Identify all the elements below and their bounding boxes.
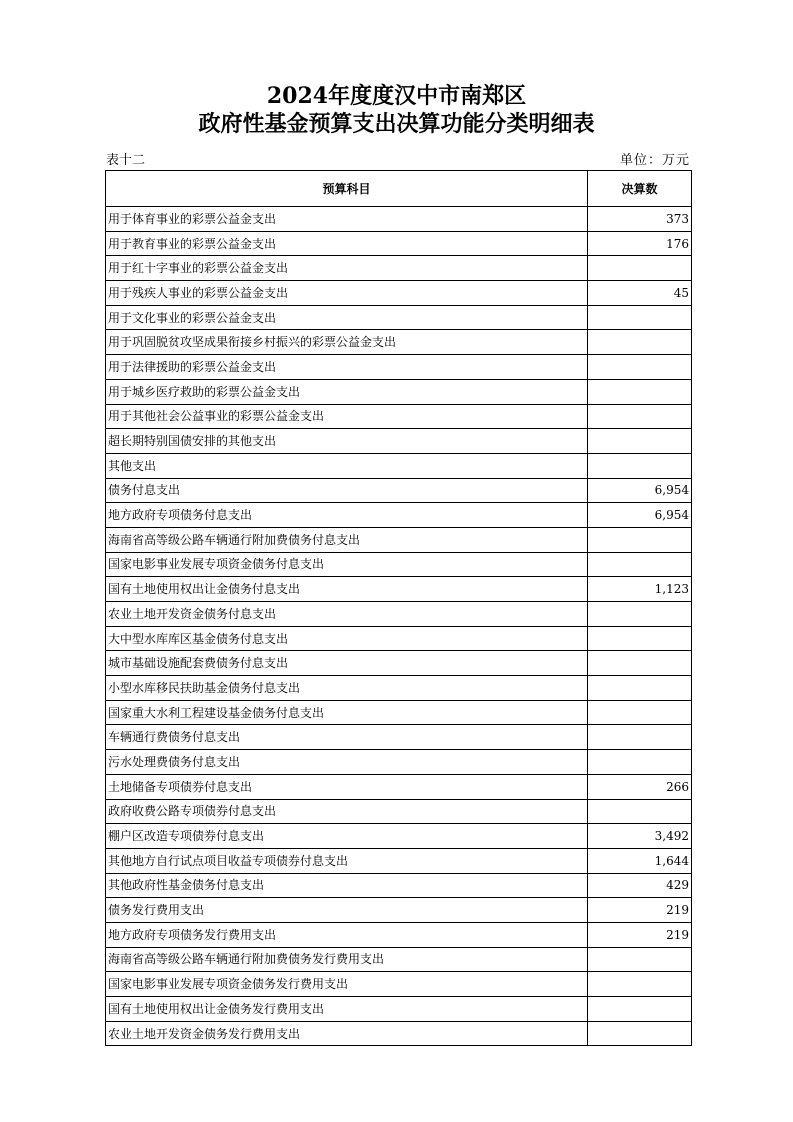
table-row <box>106 429 692 454</box>
row-subject: 国有土地使用权出让金债务发行费用支出 <box>106 997 588 1022</box>
table-row <box>106 552 692 577</box>
table-row <box>106 774 692 799</box>
table-row <box>106 947 692 972</box>
row-amount <box>588 552 692 577</box>
row-amount <box>588 1021 692 1046</box>
row-subject: 农业土地开发资金债务发行费用支出 <box>106 1021 588 1046</box>
table-row <box>106 972 692 997</box>
row-amount: 429 <box>588 873 692 898</box>
row-amount <box>588 602 692 627</box>
row-subject: 超长期特别国债安排的其他支出 <box>106 429 588 454</box>
row-amount: 45 <box>588 281 692 306</box>
row-subject: 用于城乡医疗救助的彩票公益金支出 <box>106 379 588 404</box>
row-subject: 地方政府专项债务发行费用支出 <box>106 922 588 947</box>
report-title-line2: 政府性基金预算支出决算功能分类明细表 <box>198 111 595 137</box>
row-subject: 海南省高等级公路车辆通行附加费债务发行费用支出 <box>106 947 588 972</box>
row-amount <box>588 429 692 454</box>
table-row <box>106 750 692 775</box>
table-row <box>106 503 692 528</box>
table-row <box>106 848 692 873</box>
row-amount: 219 <box>588 922 692 947</box>
row-amount <box>588 626 692 651</box>
row-subject: 用于残疾人事业的彩票公益金支出 <box>106 281 588 306</box>
table-row <box>106 355 692 380</box>
expenditure-table <box>105 170 692 1046</box>
row-subject: 用于巩固脱贫攻坚成果衔接乡村振兴的彩票公益金支出 <box>106 330 588 355</box>
table-row <box>106 799 692 824</box>
row-amount: 6,954 <box>588 478 692 503</box>
table-number-label: 表十二 <box>106 153 146 168</box>
row-subject: 债务付息支出 <box>106 478 588 503</box>
row-amount: 219 <box>588 898 692 923</box>
row-amount <box>588 256 692 281</box>
row-subject: 国家电影事业发展专项资金债务发行费用支出 <box>106 972 588 997</box>
table-row <box>106 676 692 701</box>
table-row <box>106 281 692 306</box>
row-amount <box>588 947 692 972</box>
table-row <box>106 1021 692 1046</box>
row-amount: 1,644 <box>588 848 692 873</box>
report-title-line1: 2024年度度汉中市南郑区 <box>266 83 527 109</box>
row-amount <box>588 379 692 404</box>
row-subject: 棚户区改造专项债券付息支出 <box>106 824 588 849</box>
row-amount <box>588 676 692 701</box>
table-row <box>106 404 692 429</box>
row-subject: 国家重大水利工程建设基金债务付息支出 <box>106 700 588 725</box>
row-amount: 176 <box>588 231 692 256</box>
row-amount <box>588 750 692 775</box>
row-subject: 土地储备专项债券付息支出 <box>106 774 588 799</box>
table-row <box>106 577 692 602</box>
row-subject: 其他支出 <box>106 453 588 478</box>
row-subject: 用于体育事业的彩票公益金支出 <box>106 207 588 232</box>
row-subject: 海南省高等级公路车辆通行附加费债务付息支出 <box>106 527 588 552</box>
table-row <box>106 626 692 651</box>
row-amount: 6,954 <box>588 503 692 528</box>
table-row <box>106 478 692 503</box>
row-amount <box>588 651 692 676</box>
row-subject: 用于其他社会公益事业的彩票公益金支出 <box>106 404 588 429</box>
row-subject: 农业土地开发资金债务付息支出 <box>106 602 588 627</box>
unit-label: 单位：万元 <box>619 153 690 168</box>
row-subject: 国家电影事业发展专项资金债务付息支出 <box>106 552 588 577</box>
row-amount <box>588 404 692 429</box>
table-row <box>106 922 692 947</box>
row-amount <box>588 355 692 380</box>
row-subject: 大中型水库库区基金债务付息支出 <box>106 626 588 651</box>
row-amount <box>588 799 692 824</box>
table-row <box>106 527 692 552</box>
row-subject: 车辆通行费债务付息支出 <box>106 725 588 750</box>
row-amount: 3,492 <box>588 824 692 849</box>
row-subject: 其他政府性基金债务付息支出 <box>106 873 588 898</box>
table-row <box>106 898 692 923</box>
row-subject: 城市基础设施配套费债务付息支出 <box>106 651 588 676</box>
header-subject: 预算科目 <box>106 171 588 207</box>
table-row <box>106 330 692 355</box>
row-subject: 地方政府专项债务付息支出 <box>106 503 588 528</box>
table-row <box>106 231 692 256</box>
table-header-row <box>106 171 692 207</box>
row-amount <box>588 527 692 552</box>
row-subject: 用于文化事业的彩票公益金支出 <box>106 305 588 330</box>
row-subject: 国有土地使用权出让金债务付息支出 <box>106 577 588 602</box>
row-amount <box>588 972 692 997</box>
table-row <box>106 824 692 849</box>
table-row <box>106 873 692 898</box>
row-amount: 266 <box>588 774 692 799</box>
row-subject: 用于红十字事业的彩票公益金支出 <box>106 256 588 281</box>
table-row <box>106 602 692 627</box>
table-row <box>106 651 692 676</box>
row-amount <box>588 330 692 355</box>
row-subject: 政府收费公路专项债券付息支出 <box>106 799 588 824</box>
table-row <box>106 700 692 725</box>
row-amount <box>588 305 692 330</box>
table-row <box>106 725 692 750</box>
row-amount <box>588 997 692 1022</box>
row-amount: 1,123 <box>588 577 692 602</box>
header-amount: 决算数 <box>588 171 692 207</box>
table-row <box>106 256 692 281</box>
row-subject: 小型水库移民扶助基金债务付息支出 <box>106 676 588 701</box>
table-row <box>106 453 692 478</box>
table-row <box>106 207 692 232</box>
row-subject: 用于教育事业的彩票公益金支出 <box>106 231 588 256</box>
row-amount <box>588 725 692 750</box>
table-row <box>106 305 692 330</box>
row-amount <box>588 453 692 478</box>
row-amount <box>588 700 692 725</box>
row-subject: 用于法律援助的彩票公益金支出 <box>106 355 588 380</box>
row-subject: 污水处理费债务付息支出 <box>106 750 588 775</box>
row-subject: 债务发行费用支出 <box>106 898 588 923</box>
table-row <box>106 997 692 1022</box>
table-row <box>106 379 692 404</box>
row-subject: 其他地方自行试点项目收益专项债券付息支出 <box>106 848 588 873</box>
row-amount: 373 <box>588 207 692 232</box>
